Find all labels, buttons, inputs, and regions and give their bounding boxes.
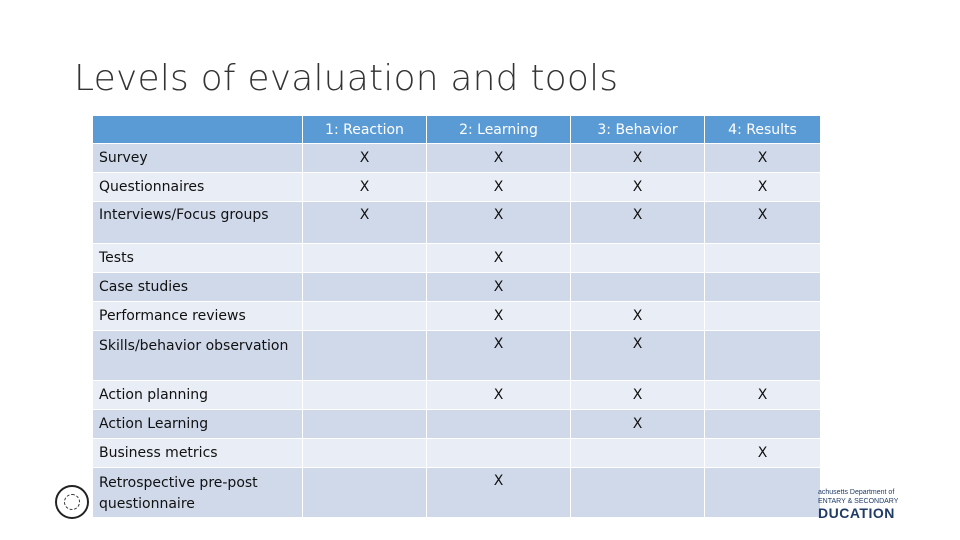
cell-learning: X [427, 468, 571, 518]
cell-results [705, 410, 821, 439]
cell-results: X [705, 381, 821, 410]
cell-results [705, 244, 821, 273]
cell-results: X [705, 202, 821, 244]
cell-reaction: X [303, 144, 427, 173]
table-row [93, 331, 821, 381]
logo-line-1: achusetts Department of [818, 489, 895, 496]
cell-learning: X [427, 244, 571, 273]
cell-learning: X [427, 302, 571, 331]
table-row [93, 468, 821, 518]
header-reaction: 1: Reaction [303, 116, 427, 144]
row-label: Skills/behavior observation [93, 331, 303, 381]
massachusetts-seal-icon [55, 485, 89, 519]
row-label: Business metrics [93, 439, 303, 468]
cell-reaction: X [303, 202, 427, 244]
header-tool [93, 116, 303, 144]
row-label: Action planning [93, 381, 303, 410]
cell-reaction [303, 273, 427, 302]
cell-results [705, 302, 821, 331]
cell-behavior: X [571, 381, 705, 410]
row-label: Tests [93, 244, 303, 273]
cell-behavior: X [571, 144, 705, 173]
header-results: 4: Results [705, 116, 821, 144]
cell-results [705, 468, 821, 518]
cell-learning [427, 439, 571, 468]
cell-learning [427, 410, 571, 439]
slide-title: Levels of evaluation and tools [74, 58, 619, 99]
cell-reaction [303, 302, 427, 331]
logo-line-2: ENTARY & SECONDARY [818, 498, 898, 505]
table-header-row [93, 116, 821, 144]
header-behavior: 3: Behavior [571, 116, 705, 144]
cell-behavior: X [571, 302, 705, 331]
cell-reaction [303, 439, 427, 468]
cell-reaction [303, 331, 427, 381]
table-row [93, 273, 821, 302]
table-row [93, 144, 821, 173]
table-row [93, 439, 821, 468]
cell-learning: X [427, 381, 571, 410]
row-label: Performance reviews [93, 302, 303, 331]
row-label: Survey [93, 144, 303, 173]
cell-learning: X [427, 273, 571, 302]
table-row [93, 244, 821, 273]
evaluation-table [92, 115, 821, 518]
row-label: Case studies [93, 273, 303, 302]
row-label: Interviews/Focus groups [93, 202, 303, 244]
cell-reaction [303, 381, 427, 410]
cell-behavior: X [571, 202, 705, 244]
cell-behavior [571, 468, 705, 518]
cell-behavior: X [571, 410, 705, 439]
header-learning: 2: Learning [427, 116, 571, 144]
cell-behavior: X [571, 331, 705, 381]
cell-behavior: X [571, 173, 705, 202]
row-label: Retrospective pre-post questionnaire [93, 468, 303, 518]
cell-behavior [571, 439, 705, 468]
cell-results [705, 273, 821, 302]
cell-learning: X [427, 202, 571, 244]
cell-results: X [705, 173, 821, 202]
table-row [93, 410, 821, 439]
row-label: Questionnaires [93, 173, 303, 202]
cell-reaction [303, 244, 427, 273]
table-row [93, 381, 821, 410]
table-row [93, 173, 821, 202]
row-label: Action Learning [93, 410, 303, 439]
cell-results: X [705, 439, 821, 468]
cell-reaction [303, 410, 427, 439]
cell-learning: X [427, 144, 571, 173]
table-row [93, 302, 821, 331]
cell-behavior [571, 244, 705, 273]
cell-results [705, 331, 821, 381]
table-row [93, 202, 821, 244]
cell-results: X [705, 144, 821, 173]
logo-line-3: DUCATION [818, 505, 895, 520]
cell-reaction: X [303, 173, 427, 202]
cell-behavior [571, 273, 705, 302]
ese-logo [818, 488, 898, 520]
cell-learning: X [427, 173, 571, 202]
cell-learning: X [427, 331, 571, 381]
cell-reaction [303, 468, 427, 518]
